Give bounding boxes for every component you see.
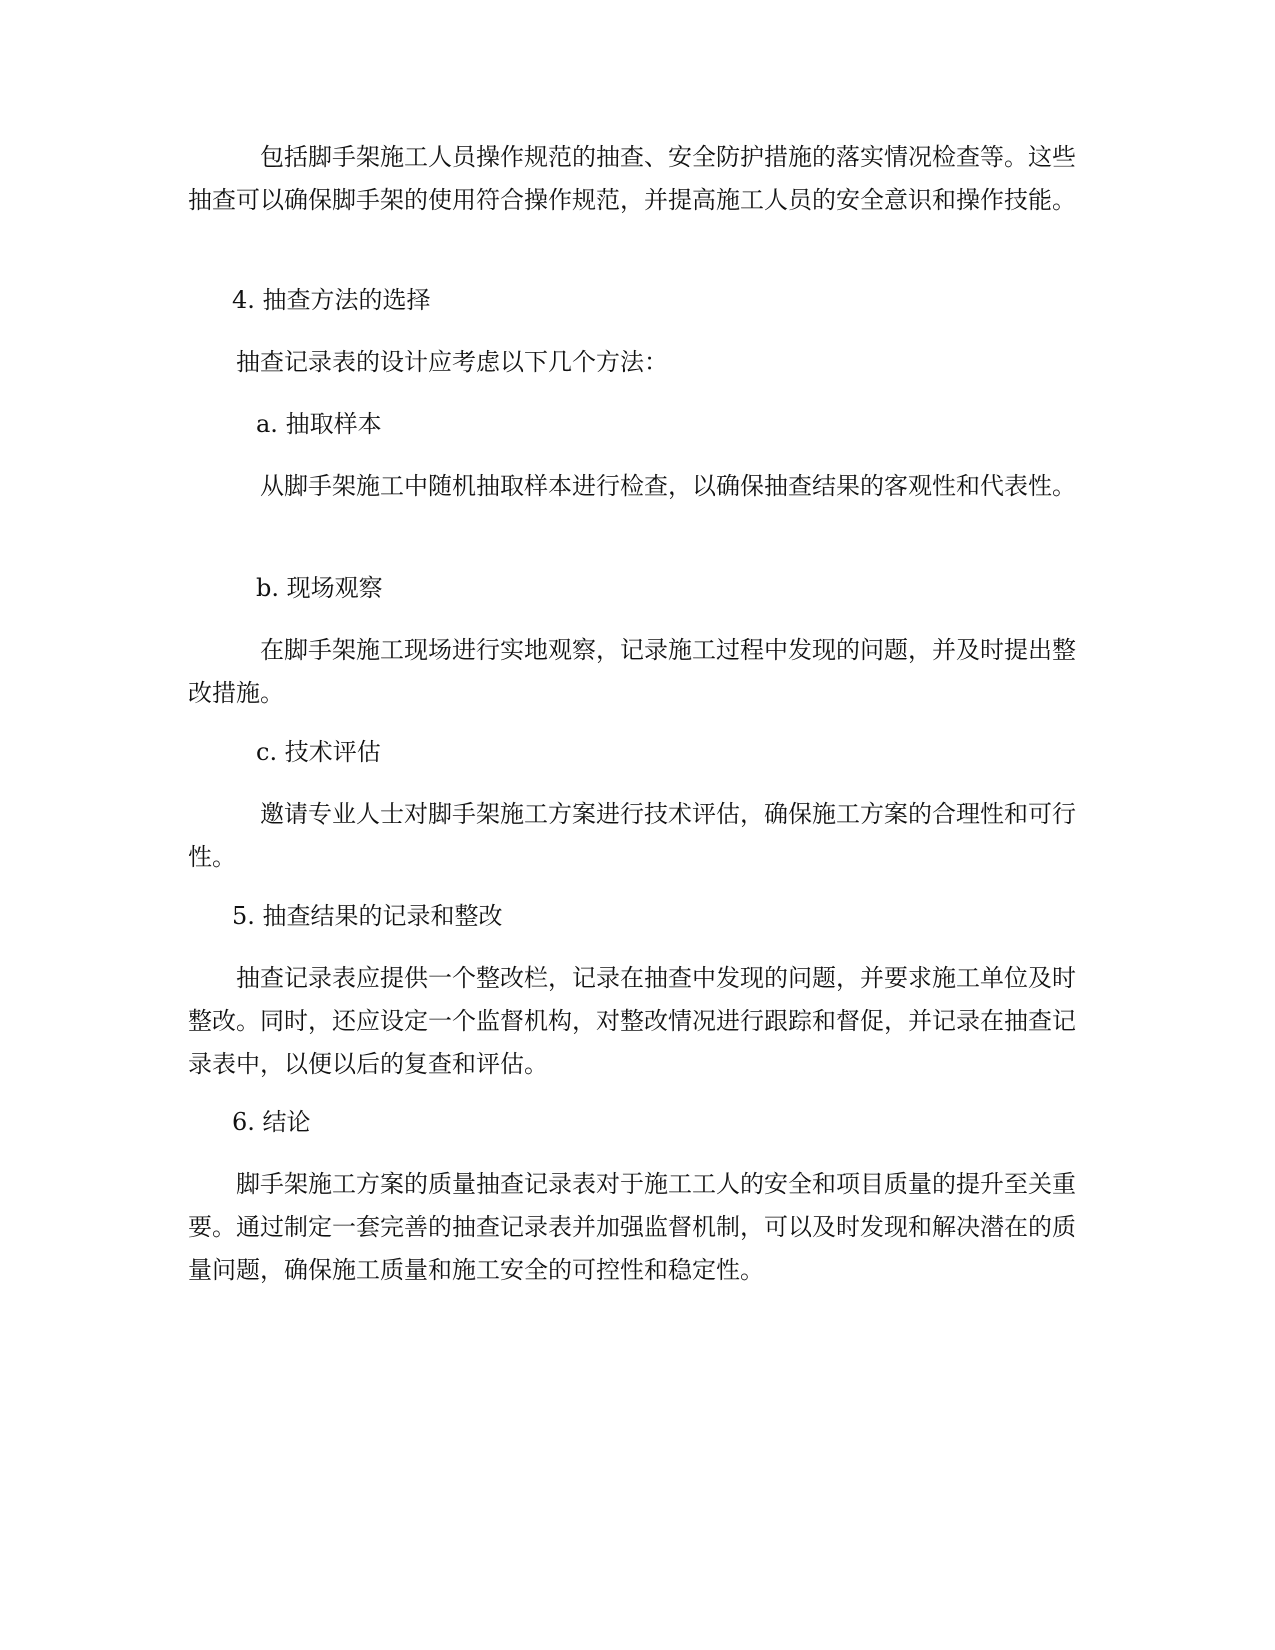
subheading-b: b. 现场观察 — [256, 574, 383, 602]
subheading-c: c. 技术评估 — [256, 738, 381, 766]
paragraph-rectification: 抽查记录表应提供一个整改栏，记录在抽查中发现的问题，并要求施工单位及时整改。同时，还应设定一个监督机构，对整改情况进行跟踪和督促，并记录在抽查记录表中，以便以后的复查和评估。 — [188, 964, 1076, 1078]
paragraph-technical-evaluation: 邀请专业人士对脚手架施工方案进行技术评估，确保施工方案的合理性和可行性。 — [188, 800, 1076, 871]
paragraph-conclusion: 脚手架施工方案的质量抽查记录表对于施工工人的安全和项目质量的提升至关重要。通过制定一套完善的抽查记录表并加强监督机制，可以及时发现和解决潜在的质量问题，确保施工质量和施工安全的可控性和稳定性。 — [188, 1170, 1076, 1284]
paragraph-methods-intro: 抽查记录表的设计应考虑以下几个方法： — [236, 348, 668, 376]
heading-section-4: 4. 抽查方法的选择 — [232, 286, 431, 314]
paragraph-inspection-scope: 包括脚手架施工人员操作规范的抽查、安全防护措施的落实情况检查等。这些抽查可以确保脚手架的使用符合操作规范，并提高施工人员的安全意识和操作技能。 — [188, 143, 1076, 214]
heading-section-5: 5. 抽查结果的记录和整改 — [232, 902, 503, 930]
paragraph-site-observation: 在脚手架施工现场进行实地观察，记录施工过程中发现的问题，并及时提出整改措施。 — [188, 636, 1076, 707]
paragraph-sampling: 从脚手架施工中随机抽取样本进行检查，以确保抽查结果的客观性和代表性。 — [260, 472, 1076, 500]
heading-section-6: 6. 结论 — [232, 1108, 311, 1136]
subheading-a: a. 抽取样本 — [256, 410, 382, 438]
